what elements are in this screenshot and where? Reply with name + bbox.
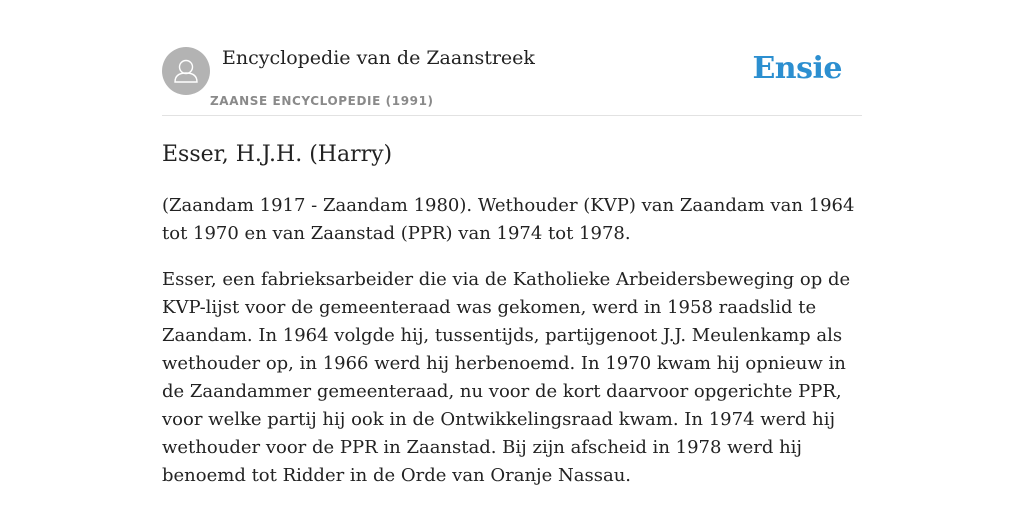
- user-icon[interactable]: [162, 47, 210, 95]
- article: [162, 140, 862, 490]
- source-title[interactable]: Encyclopedie van de Zaanstreek: [222, 47, 535, 69]
- source-header: [162, 44, 862, 116]
- ensie-logo[interactable]: Ensie: [752, 51, 842, 86]
- article-paragraph-1: (Zaandam 1917 - Zaandam 1980). Wethouder (KVP) van Zaandam van 1964 tot 1970 en van Zaanstad (PPR) van 1974 tot 1978.: [162, 195, 855, 244]
- header-divider: [162, 115, 862, 116]
- article-paragraph-2: Esser, een fabrieksarbeider die via de Katholieke Arbeidersbeweging op de KVP-lijst voor de gemeenteraad was gekomen, werd in 1958 raadslid te Zaandam. In 1964 volgde hij, tussentijds, partijgenoot J.J. Meulenkamp als wethouder op, in 1966 werd hij herbenoemd. In 1970 kwam hij opnieuw in de Zaandammer gemeenteraad, nu voor de kort daarvoor opgerichte PPR, voor welke partij hij ook in de Ontwikkelingsraad kwam. In 1974 werd hij wethouder voor de PPR in Zaanstad. Bij zijn afscheid in 1978 werd hij benoemd tot Ridder in de Orde van Oranje Nassau.: [162, 269, 851, 486]
- article-title: Esser, H.J.H. (Harry): [162, 142, 393, 167]
- source-subtitle: ZAANSE ENCYCLOPEDIE (1991): [210, 94, 434, 108]
